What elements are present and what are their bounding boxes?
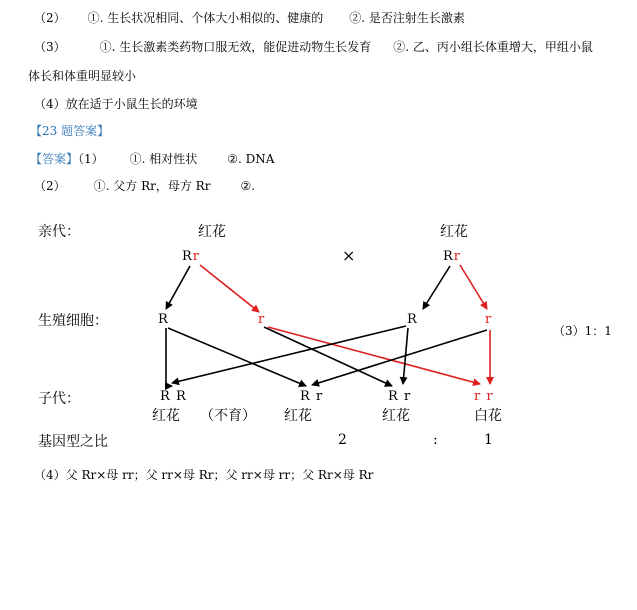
offspring-phenotype-rr: 白花 bbox=[474, 408, 502, 424]
q3-number: （3） bbox=[34, 40, 66, 54]
offspring-label: 子代： bbox=[38, 391, 80, 407]
allele: R bbox=[182, 249, 193, 264]
ratio-separator: : bbox=[433, 432, 438, 448]
cross-symbol: × bbox=[342, 246, 356, 265]
allele: r bbox=[474, 389, 482, 404]
q2-answer-1: ①. 生长状况相同、个体大小相似的、健康的 bbox=[87, 11, 324, 25]
q4-line: （4）放在适于小鼠生长的环境 bbox=[34, 97, 198, 111]
offspring-phenotype-RR: 红花 bbox=[152, 408, 180, 424]
ratio-left: 2 bbox=[338, 432, 347, 448]
q23-p2-answer-1: ①. 父方 Rr，母方 Rr bbox=[93, 179, 211, 193]
parent2-genotype bbox=[443, 250, 461, 264]
allele: R bbox=[388, 389, 399, 404]
q23-p1-number: （1） bbox=[78, 152, 104, 166]
arrow-gR1-to-RR bbox=[166, 328, 172, 386]
offspring-genotype-RR bbox=[160, 390, 187, 404]
parent2-phenotype: 红花 bbox=[440, 224, 468, 240]
arrow-p2-R bbox=[423, 266, 450, 309]
q2-number: （2） bbox=[34, 11, 66, 25]
allele: R bbox=[443, 249, 454, 264]
q23-p1-answer-1: ①. 相对性状 bbox=[129, 152, 198, 166]
q23-p2-answer-2: ②. bbox=[240, 179, 256, 193]
gamete-r-1: r bbox=[258, 312, 266, 327]
allele: r bbox=[453, 249, 462, 264]
infertile-note: （不育） bbox=[200, 408, 256, 424]
q3-answer-2: ②. 乙、丙小组长体重增大，甲组小鼠 bbox=[393, 40, 593, 54]
offspring-phenotype-Rr-2: 红花 bbox=[382, 408, 410, 424]
allele: r bbox=[315, 389, 324, 404]
arrow-p2-r bbox=[460, 265, 487, 309]
q23-title: 【23 题答案】 bbox=[30, 124, 110, 138]
parent1-genotype bbox=[182, 250, 200, 264]
allele: R bbox=[300, 389, 311, 404]
allele: r bbox=[486, 389, 494, 404]
ratio-right: 1 bbox=[484, 432, 493, 448]
ratio-label: 基因型之比 bbox=[38, 434, 108, 450]
allele: R bbox=[175, 389, 187, 404]
offspring-genotype-Rr-2 bbox=[388, 390, 411, 404]
allele: R bbox=[160, 389, 171, 404]
parent-label: 亲代： bbox=[38, 224, 80, 240]
q3-answer-1: ①. 生长激素类药物口服无效，能促进动物生长发育 bbox=[99, 40, 372, 54]
arrow-p1-r bbox=[200, 265, 259, 312]
q23-part3: （3）1：1 bbox=[553, 324, 612, 338]
gamete-r-2: r bbox=[485, 312, 493, 327]
gamete-R-2: R bbox=[407, 312, 418, 327]
offspring-phenotype-Rr-1: 红花 bbox=[284, 408, 312, 424]
arrow-gr1-to-rr bbox=[268, 327, 480, 384]
gamete-label: 生殖细胞： bbox=[38, 313, 108, 329]
arrow-p1-R bbox=[166, 266, 190, 309]
q23-p1-answer-2: ②. DNA bbox=[227, 152, 275, 166]
offspring-genotype-rr bbox=[474, 390, 494, 404]
parent1-phenotype: 红花 bbox=[198, 224, 226, 240]
offspring-genotype-Rr-1 bbox=[300, 390, 323, 404]
allele: r bbox=[403, 389, 412, 404]
arrow-gr2-to-Rr1 bbox=[312, 330, 487, 385]
q23-part4: （4）父 Rr×母 rr；父 rr×母 Rr；父 rr×母 rr；父 Rr×母 Rr bbox=[34, 468, 374, 482]
q3-continuation: 体长和体重明显较小 bbox=[28, 69, 137, 83]
answer-tag: 【答案】 bbox=[30, 152, 79, 166]
gamete-R-1: R bbox=[158, 312, 169, 327]
allele: r bbox=[192, 249, 201, 264]
q2-answer-2: ②. 是否注射生长激素 bbox=[349, 11, 465, 25]
q23-p2-number: （2） bbox=[34, 179, 66, 193]
